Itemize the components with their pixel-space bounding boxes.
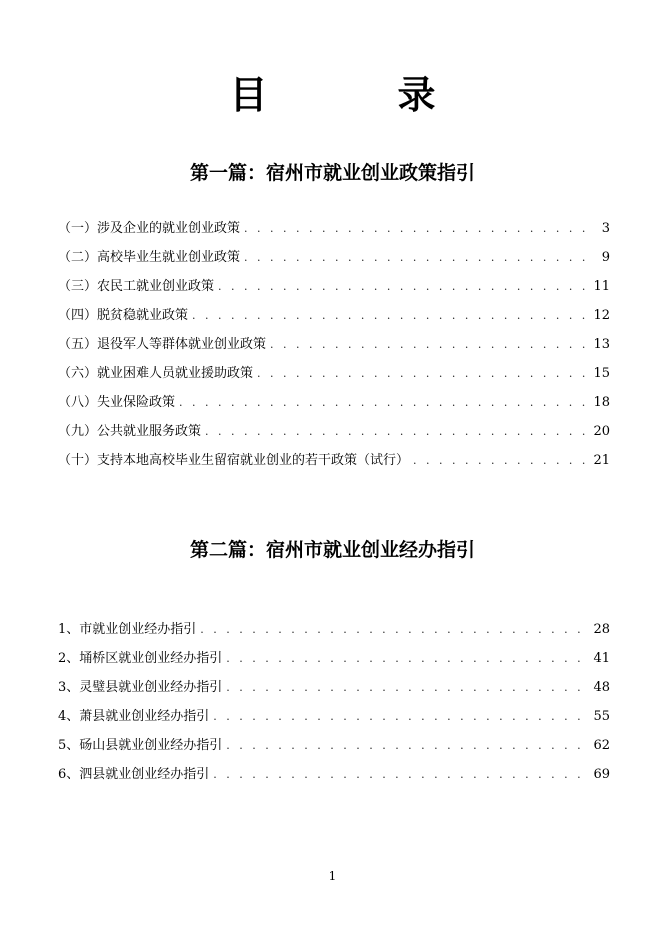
toc-entry-label: 5、砀山县就业创业经办指引 (58, 738, 223, 753)
toc-entry-page: 15 (593, 366, 610, 381)
toc-entry-label: （九）公共就业服务政策 (58, 424, 202, 439)
toc-entry-page: 69 (593, 767, 610, 782)
toc-dot-leader (226, 736, 586, 756)
toc-entry-label: （一）涉及企业的就业创业政策 (58, 221, 241, 236)
toc-entry-page: 20 (593, 424, 610, 439)
section1-title: 第一篇：宿州市就业创业政策指引 (189, 162, 475, 184)
toc-entry-page: 62 (593, 738, 610, 753)
toc-entry-label: （六）就业困难人员就业援助政策 (58, 366, 254, 381)
section2-title: 第二篇：宿州市就业创业经办指引 (189, 539, 475, 561)
toc-entry[interactable] (58, 364, 610, 393)
toc-entry-label: （二）高校毕业生就业创业政策 (58, 250, 241, 265)
toc-entry[interactable] (58, 393, 610, 422)
toc-entry[interactable] (58, 248, 610, 277)
toc-entry-page: 12 (593, 308, 610, 323)
toc-dot-leader (413, 451, 586, 471)
toc-entry-page: 48 (593, 680, 610, 695)
toc-entry[interactable] (58, 335, 610, 364)
toc-entry-label: （四）脱贫稳就业政策 (58, 308, 189, 323)
toc-dot-leader (213, 765, 586, 785)
toc-entry-page: 18 (593, 395, 610, 410)
toc-dot-leader (192, 306, 586, 326)
toc-entry[interactable] (58, 736, 610, 765)
toc-entry-label: （五）退役军人等群体就业创业政策 (58, 337, 267, 352)
toc-entry-label: 2、埇桥区就业创业经办指引 (58, 651, 223, 666)
toc-entry[interactable] (58, 678, 610, 707)
toc-entry-label: （三）农民工就业创业政策 (58, 279, 215, 294)
toc-entry[interactable] (58, 277, 610, 306)
page-number: 1 (328, 869, 337, 883)
toc-entry-label: （十）支持本地高校毕业生留宿就业创业的若干政策（试行） (58, 453, 410, 468)
toc-dot-leader (205, 422, 586, 442)
toc-entry[interactable] (58, 306, 610, 335)
toc-entry-label: 4、萧县就业创业经办指引 (58, 709, 210, 724)
toc-entry-page: 3 (601, 221, 610, 236)
toc-entry-label: 6、泗县就业创业经办指引 (58, 767, 210, 782)
toc-entry-page: 28 (593, 622, 610, 637)
toc-entry[interactable] (58, 422, 610, 451)
toc-entry-page: 13 (593, 337, 610, 352)
toc-entry-page: 41 (593, 651, 610, 666)
toc-entry-page: 9 (601, 250, 610, 265)
toc-dot-leader (226, 649, 586, 669)
toc-dot-leader (213, 707, 586, 727)
toc-entry[interactable] (58, 765, 610, 794)
toc-dot-leader (179, 393, 586, 413)
section2-toc-list (58, 620, 610, 794)
toc-entry-label: 3、灵璧县就业创业经办指引 (58, 680, 223, 695)
section1-toc-list (58, 219, 610, 480)
toc-dot-leader (244, 248, 586, 268)
toc-dot-leader (226, 678, 586, 698)
toc-entry[interactable] (58, 707, 610, 736)
toc-entry-label: 1、市就业创业经办指引 (58, 622, 197, 637)
toc-entry[interactable] (58, 620, 610, 649)
toc-dot-leader (257, 364, 586, 384)
toc-entry-label: （八）失业保险政策 (58, 395, 176, 410)
toc-entry[interactable] (58, 219, 610, 248)
toc-entry-page: 21 (593, 453, 610, 468)
toc-dot-leader (200, 620, 586, 640)
toc-entry[interactable] (58, 451, 610, 480)
toc-entry-page: 11 (593, 279, 610, 294)
toc-entry[interactable] (58, 649, 610, 678)
toc-entry-page: 55 (593, 709, 610, 724)
toc-dot-leader (270, 335, 586, 355)
page-title: 目 录 (229, 73, 482, 117)
toc-dot-leader (244, 219, 586, 239)
toc-dot-leader (218, 277, 586, 297)
